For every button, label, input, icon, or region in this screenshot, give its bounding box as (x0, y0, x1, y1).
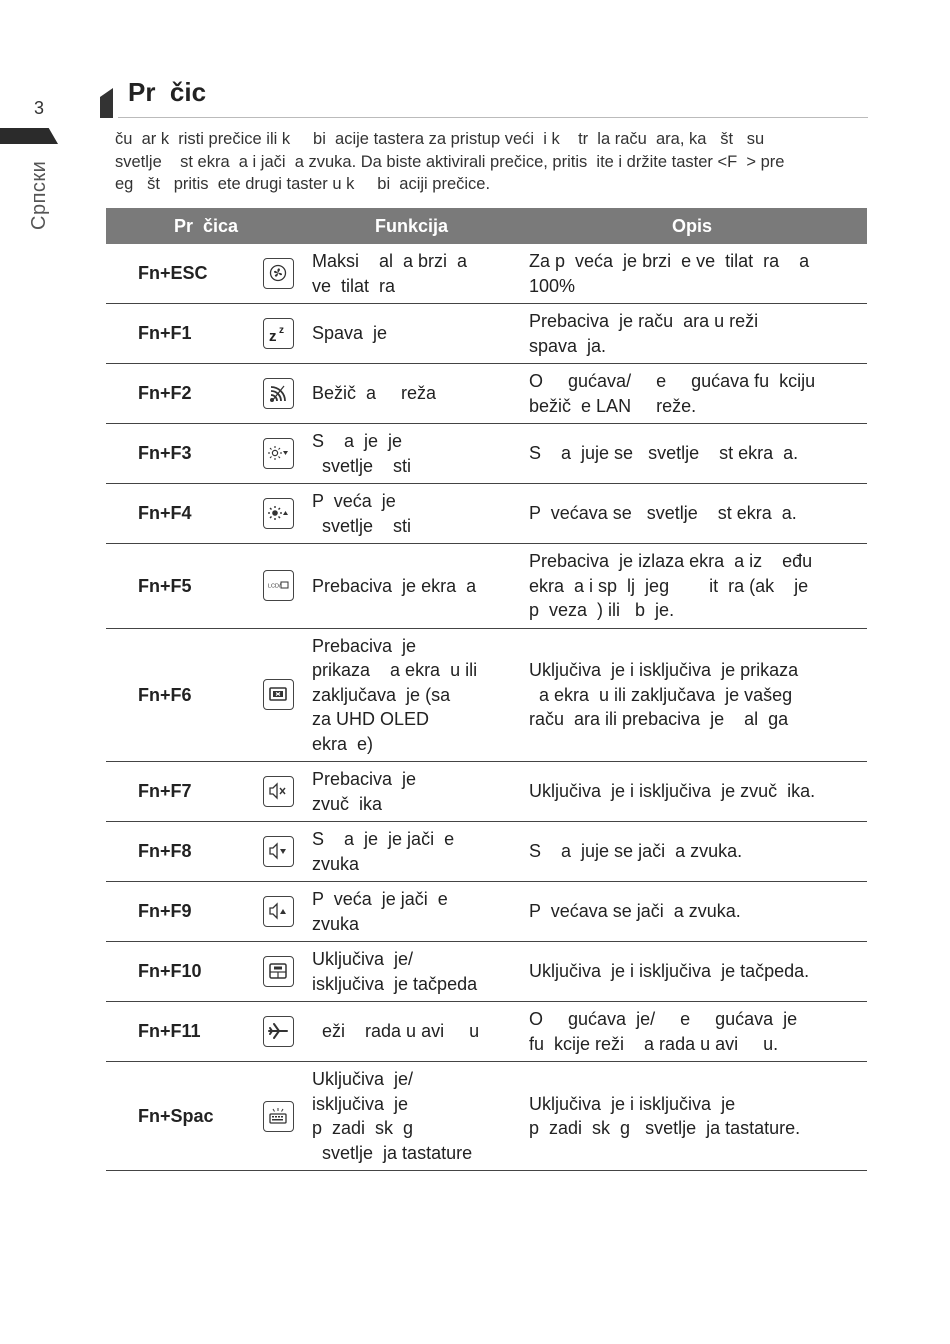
description-cell (517, 1002, 867, 1062)
function-text: Bežič a reža (312, 383, 437, 404)
table-row (106, 244, 867, 304)
description-text: p veza ) ili b je. (529, 600, 675, 620)
brightness-up-icon (263, 498, 294, 529)
description-cell (517, 882, 867, 942)
description-text: Uključiva je i isključiva je tačpeda. (529, 961, 810, 982)
function-cell (306, 364, 517, 424)
description-text: S a juje se svetlje st ekra a. (529, 443, 799, 464)
function-text: eži rada u avi u (312, 1021, 480, 1042)
page-number: 3 (34, 98, 45, 118)
shortcut-key: Fn+F3 (106, 424, 251, 484)
shortcut-icon-cell (251, 424, 306, 484)
function-text: p zadi sk g (312, 1118, 414, 1138)
function-cell (306, 1062, 517, 1171)
shortcut-icon-cell (251, 1002, 306, 1062)
description-text: ekra a i sp lj jeg it ra (ak je (529, 575, 809, 596)
screen-lock-icon (263, 679, 294, 710)
shortcut-key: Fn+F5 (106, 544, 251, 629)
table-row (106, 628, 867, 762)
function-text: Uključiva je/ (312, 949, 414, 969)
table-row (106, 364, 867, 424)
shortcut-icon-cell (251, 544, 306, 629)
description-text: 100% (529, 275, 576, 296)
shortcut-key: Fn+F4 (106, 484, 251, 544)
shortcut-key: Fn+F10 (106, 942, 251, 1002)
description-cell (517, 942, 867, 1002)
description-text: Prebaciva je raču ara u reži (529, 311, 759, 331)
table-header-row (106, 208, 867, 244)
table-body (106, 244, 867, 1171)
function-text: svetlje sti (312, 515, 412, 536)
volume-down-icon (263, 836, 294, 867)
table-row (106, 1062, 867, 1171)
description-text: spava ja. (529, 335, 607, 356)
function-text: Maksi al a brzi a (312, 251, 468, 271)
function-text: P veća je (312, 491, 396, 511)
description-text: Prebaciva je izlaza ekra a iz eđu (529, 551, 813, 571)
shortcut-key: Fn+F6 (106, 628, 251, 762)
function-text: zaključava je (sa (312, 684, 451, 705)
intro-line: eg št pritis ete drugi taster u k bi aciji prečice. (115, 175, 491, 193)
description-text: Za p veća je brzi e ve tilat ra a (529, 251, 810, 271)
svg-text:LCD/: LCD/ (268, 583, 281, 590)
header-description: Opis (517, 208, 867, 244)
table-row (106, 1002, 867, 1062)
wireless-icon (263, 378, 294, 409)
function-text: Spava je (312, 323, 388, 344)
title-wedge-decoration (100, 88, 113, 118)
function-cell (306, 544, 517, 629)
function-text: isključiva je (312, 1093, 409, 1114)
shortcut-icon-cell (251, 364, 306, 424)
function-text: S a je je jači e (312, 829, 455, 849)
function-cell (306, 762, 517, 822)
intro-line: svetlje st ekra a i jači a zvuka. Da biste aktivirali prečice, pritis ite i držite taster <F > pre (115, 152, 785, 171)
description-text: Uključiva je i isključiva je (529, 1093, 736, 1114)
description-cell (517, 304, 867, 364)
page-title: Pr čic (128, 77, 207, 107)
description-text: bežič e LAN reže. (529, 395, 697, 416)
description-text: Uključiva je i isključiva je prikaza (529, 660, 799, 680)
table-row (106, 544, 867, 629)
description-cell (517, 1062, 867, 1171)
header-shortcut: Pr čica (106, 208, 306, 244)
function-text: prikaza a ekra u ili (312, 660, 478, 680)
table-row (106, 762, 867, 822)
function-text: isključiva je tačpeda (312, 973, 478, 994)
description-text: raču ara ili prebaciva je al ga (529, 709, 789, 729)
shortcut-key: Fn+F2 (106, 364, 251, 424)
svg-text:z: z (269, 328, 277, 344)
function-text: P veća je jači e (312, 889, 448, 909)
description-text: O gućava je/ e gućava je (529, 1009, 798, 1029)
description-cell (517, 364, 867, 424)
function-text: zvuč ika (312, 793, 383, 814)
function-cell (306, 304, 517, 364)
intro-paragraph (115, 128, 865, 196)
function-text: svetlje ja tastature (312, 1142, 473, 1163)
volume-up-icon (263, 896, 294, 927)
function-text: Uključiva je/ (312, 1069, 414, 1089)
function-cell (306, 484, 517, 544)
table-row (106, 304, 867, 364)
airplane-icon (263, 1016, 294, 1047)
function-text: Prebaciva je (312, 635, 417, 656)
description-text: O gućava/ e gućava fu kciju (529, 371, 816, 391)
fan-icon (263, 258, 294, 289)
header-function: Funkcija (306, 208, 517, 244)
description-cell (517, 484, 867, 544)
language-side-label: Српски (28, 160, 50, 230)
shortcut-icon-cell (251, 628, 306, 762)
function-text: ve tilat ra (312, 275, 396, 296)
description-text: P većava se jači a zvuka. (529, 901, 741, 922)
function-cell (306, 942, 517, 1002)
function-text: zvuka (312, 913, 360, 934)
function-text: ekra e) (312, 733, 374, 754)
table-row (106, 424, 867, 484)
description-cell (517, 628, 867, 762)
shortcut-icon-cell (251, 1062, 306, 1171)
shortcut-key: Fn+F8 (106, 822, 251, 882)
function-cell (306, 882, 517, 942)
description-cell (517, 424, 867, 484)
function-cell (306, 244, 517, 304)
description-cell (517, 822, 867, 882)
side-tab-marker (0, 128, 58, 144)
function-cell (306, 1002, 517, 1062)
function-text: svetlje sti (312, 455, 412, 476)
shortcuts-table (106, 208, 867, 1171)
function-text: Prebaciva je (312, 769, 417, 789)
shortcut-icon-cell (251, 882, 306, 942)
shortcut-key: Fn+F1 (106, 304, 251, 364)
shortcut-icon-cell (251, 822, 306, 882)
shortcut-icon-cell (251, 942, 306, 1002)
shortcut-key: Fn+ESC (106, 244, 251, 304)
shortcut-key: Fn+F9 (106, 882, 251, 942)
description-text: p zadi sk g svetlje ja tastature. (529, 1118, 801, 1138)
touchpad-icon (263, 956, 294, 987)
function-text: S a je je (312, 431, 403, 451)
intro-line: ču ar k risti prečice ili k bi acije tastera za pristup veći i k tr la raču ara, ka št su (115, 130, 765, 148)
mute-icon (263, 776, 294, 807)
shortcut-icon-cell (251, 244, 306, 304)
description-text: S a juje se jači a zvuka. (529, 841, 743, 862)
table-row (106, 484, 867, 544)
title-rule (118, 117, 868, 118)
display-switch-icon (263, 570, 294, 601)
function-cell (306, 822, 517, 882)
description-text: fu kcije reži a rada u avi u. (529, 1033, 779, 1054)
shortcut-key: Fn+F7 (106, 762, 251, 822)
table-row (106, 882, 867, 942)
table-row (106, 822, 867, 882)
function-text: zvuka (312, 853, 360, 874)
shortcut-key: Fn+Spac (106, 1062, 251, 1171)
description-text: P većava se svetlje st ekra a. (529, 503, 797, 524)
keyboard-backlight-icon (263, 1101, 294, 1132)
table-row (106, 942, 867, 1002)
function-text: Prebaciva je ekra a (312, 575, 477, 596)
description-cell (517, 244, 867, 304)
brightness-down-icon (263, 438, 294, 469)
svg-text:z: z (279, 325, 284, 336)
shortcut-icon-cell (251, 304, 306, 364)
shortcut-key: Fn+F11 (106, 1002, 251, 1062)
description-cell (517, 544, 867, 629)
description-cell (517, 762, 867, 822)
function-cell (306, 628, 517, 762)
description-text: a ekra u ili zaključava je vašeg (529, 684, 793, 705)
shortcut-icon-cell (251, 762, 306, 822)
function-cell (306, 424, 517, 484)
function-text: za UHD OLED (312, 709, 430, 729)
shortcut-icon-cell (251, 484, 306, 544)
description-text: Uključiva je i isključiva je zvuč ika. (529, 781, 816, 802)
sleep-icon (263, 318, 294, 349)
